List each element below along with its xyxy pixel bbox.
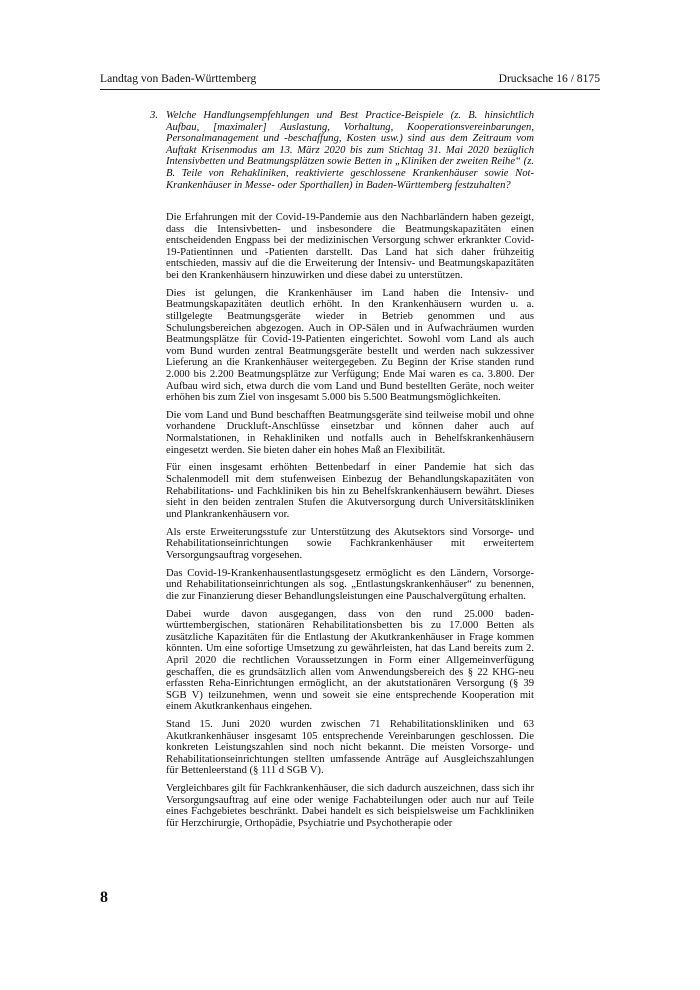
answer-body bbox=[166, 212, 534, 836]
question-block bbox=[150, 110, 534, 191]
question-number: 3. bbox=[150, 110, 158, 121]
header-rule bbox=[100, 89, 600, 90]
paragraph: Als erste Erweiterungsstufe zur Unterstützung des Akutsektors sind Vorsorge- und Rehabilitationseinrichtungen sowie Fachkrankenhäuser mit erweitertem Versorgungsauftrag vorgesehen. bbox=[166, 526, 534, 561]
paragraph: Dabei wurde davon ausgegangen, dass von den rund 25.000 baden-württembergischen, stationären Rehabilitationsbetten bis zu 17.000 Betten als zusätzliche Kapazitäten für die Entlastung der Akutkrankenhäuser in Frage kommen könnten. Um eine sofortige Umsetzung zu gewährleisten, hat das Land bereits zum 2. April 2020 die rechtlichen Voraussetzungen in Form einer Allgemeinverfügung geschaffen, die es grundsätzlich allen vom Anwendungsbereich des § 22 KHG-neu erfassten Reha-Einrichtungen ermöglicht, an der akutstationären Versorgung (§ 39 SGB V) teilzunehmen, wenn und soweit sie eine entsprechende Kooperation mit einem Akutkrankenhaus eingehen. bbox=[166, 608, 534, 713]
paragraph: Für einen insgesamt erhöhten Bettenbedarf in einer Pandemie hat sich das Schalenmodell mit dem stufenweisen Einbezug der Behandlungskapazitäten von Rehabilitations- und Fachkliniken bis hin zu Behelfskrankenhäusern bewährt. Dieses sieht in den beiden zentralen Stufen die Akutversorgung durch Universitätskliniken und Plankrankenhäusern vor. bbox=[166, 462, 534, 520]
paragraph: Dies ist gelungen, die Krankenhäuser im Land haben die Intensiv- und Beatmungskapazitäten deutlich erhöht. In den Krankenhäusern wurden u. a. stillgelegte Beatmungsgeräte wieder in Betrieb genommen und aus Schulungsbereichen abgezogen. Auch in OP-Sälen und in Aufwachräumen wurden Beatmungsplätze für Covid-19-Patienten eingerichtet. Sowohl vom Land als auch vom Bund wurden zentral Beatmungsgeräte bestellt und werden nach sukzessiver Lieferung an die Krankenhäuser weitergegeben. Zu Beginn der Krise standen rund 2.000 bis 2.200 Beatmungsplätze zur Verfügung; Ende Mai waren es ca. 3.800. Der Aufbau wird sich, etwa durch die vom Land und Bund bestellten Geräte, noch weiter erhöhen bis zum Ziel von insgesamt 5.000 bis 5.500 Beatmungsmöglichkeiten. bbox=[166, 287, 534, 404]
paragraph: Stand 15. Juni 2020 wurden zwischen 71 Rehabilitationskliniken und 63 Akutkrankenhäuser insgesamt 105 entsprechende Vereinbarungen geschlossen. Die konkreten Leistungszahlen sind noch nicht bekannt. Die meisten Vorsorge- und Rehabilitationseinrichtungen stellten umfassende Anträge auf Ausgleichszahlungen für Bettenleerstand (§ 111 d SGB V). bbox=[166, 719, 534, 777]
paragraph: Vergleichbares gilt für Fachkrankenhäuser, die sich dadurch auszeichnen, dass sich ihr Versorgungsauftrag auf eine oder wenige Fachabteilungen oder auch nur auf Teile eines Fachgebietes beschränkt. Dabei handelt es sich beispielsweise um Fachkliniken für Herzchirurgie, Orthopädie, Psychiatrie und Psychotherapie oder bbox=[166, 783, 534, 829]
paragraph: Die vom Land und Bund beschafften Beatmungsgeräte sind teilweise mobil und ohne vorhandene Druckluft-Anschlüsse einsetzbar und können daher auch auf Normalstationen, in Rehakliniken und notfalls auch in Behelfskrankenhäusern eingesetzt werden. Sie bieten daher ein hohes Maß an Flexibilität. bbox=[166, 409, 534, 456]
paragraph: Die Erfahrungen mit der Covid-19-Pandemie aus den Nachbarländern haben gezeigt, dass die Intensivbetten- und insbesondere die Beatmungskapazitäten einen entscheidenden Engpass bei der medizinischen Versorgung schwer erkrankter Covid-19-Patientinnen und -Patienten darstellt. Das Land hat sich daher frühzeitig entschieden, massiv auf die die Erweiterung der Intensiv- und Beatmungskapazitäten bei den Krankenhäusern hinzuwirken und diese dabei zu unterstützen. bbox=[166, 212, 534, 281]
question-text: Welche Handlungsempfehlungen und Best Practice-Beispiele (z. B. hinsichtlich Aufbau, [maximaler] Auslastung, Vorhaltung, Kooperationsvereinbarungen, Personalmanagement und -beschaffung, Kosten usw.) sind aus dem Zeitraum vom Auftakt Krisenmodus am 13. März 2020 bis zum Stichtag 31. Mai 2020 bezüglich Intensivbetten und Beatmungsplätzen sowie Betten in „Kliniken der zweiten Reihe“ (z. B. Teile von Rehakliniken, reaktivierte geschlossene Krankenhäuser sowie Not-Krankenhäuser in Messe- oder Sporthallen) in Baden-Württemberg festzuhalten? bbox=[166, 110, 534, 191]
header-left: Landtag von Baden-Württemberg bbox=[100, 72, 257, 85]
paragraph: Das Covid-19-Krankenhausentlastungsgesetz ermöglicht es den Ländern, Vorsorge- und Rehabilitationseinrichtungen als sog. „Entlastungskrankenhäuser“ zu benennen, die zur Finanzierung dieser Behandlungsleistungen eine Pauschalvergütung erhalten. bbox=[166, 567, 534, 602]
page-header bbox=[100, 72, 600, 86]
header-right: Drucksache 16 / 8175 bbox=[498, 72, 600, 85]
page-number: 8 bbox=[100, 889, 108, 906]
